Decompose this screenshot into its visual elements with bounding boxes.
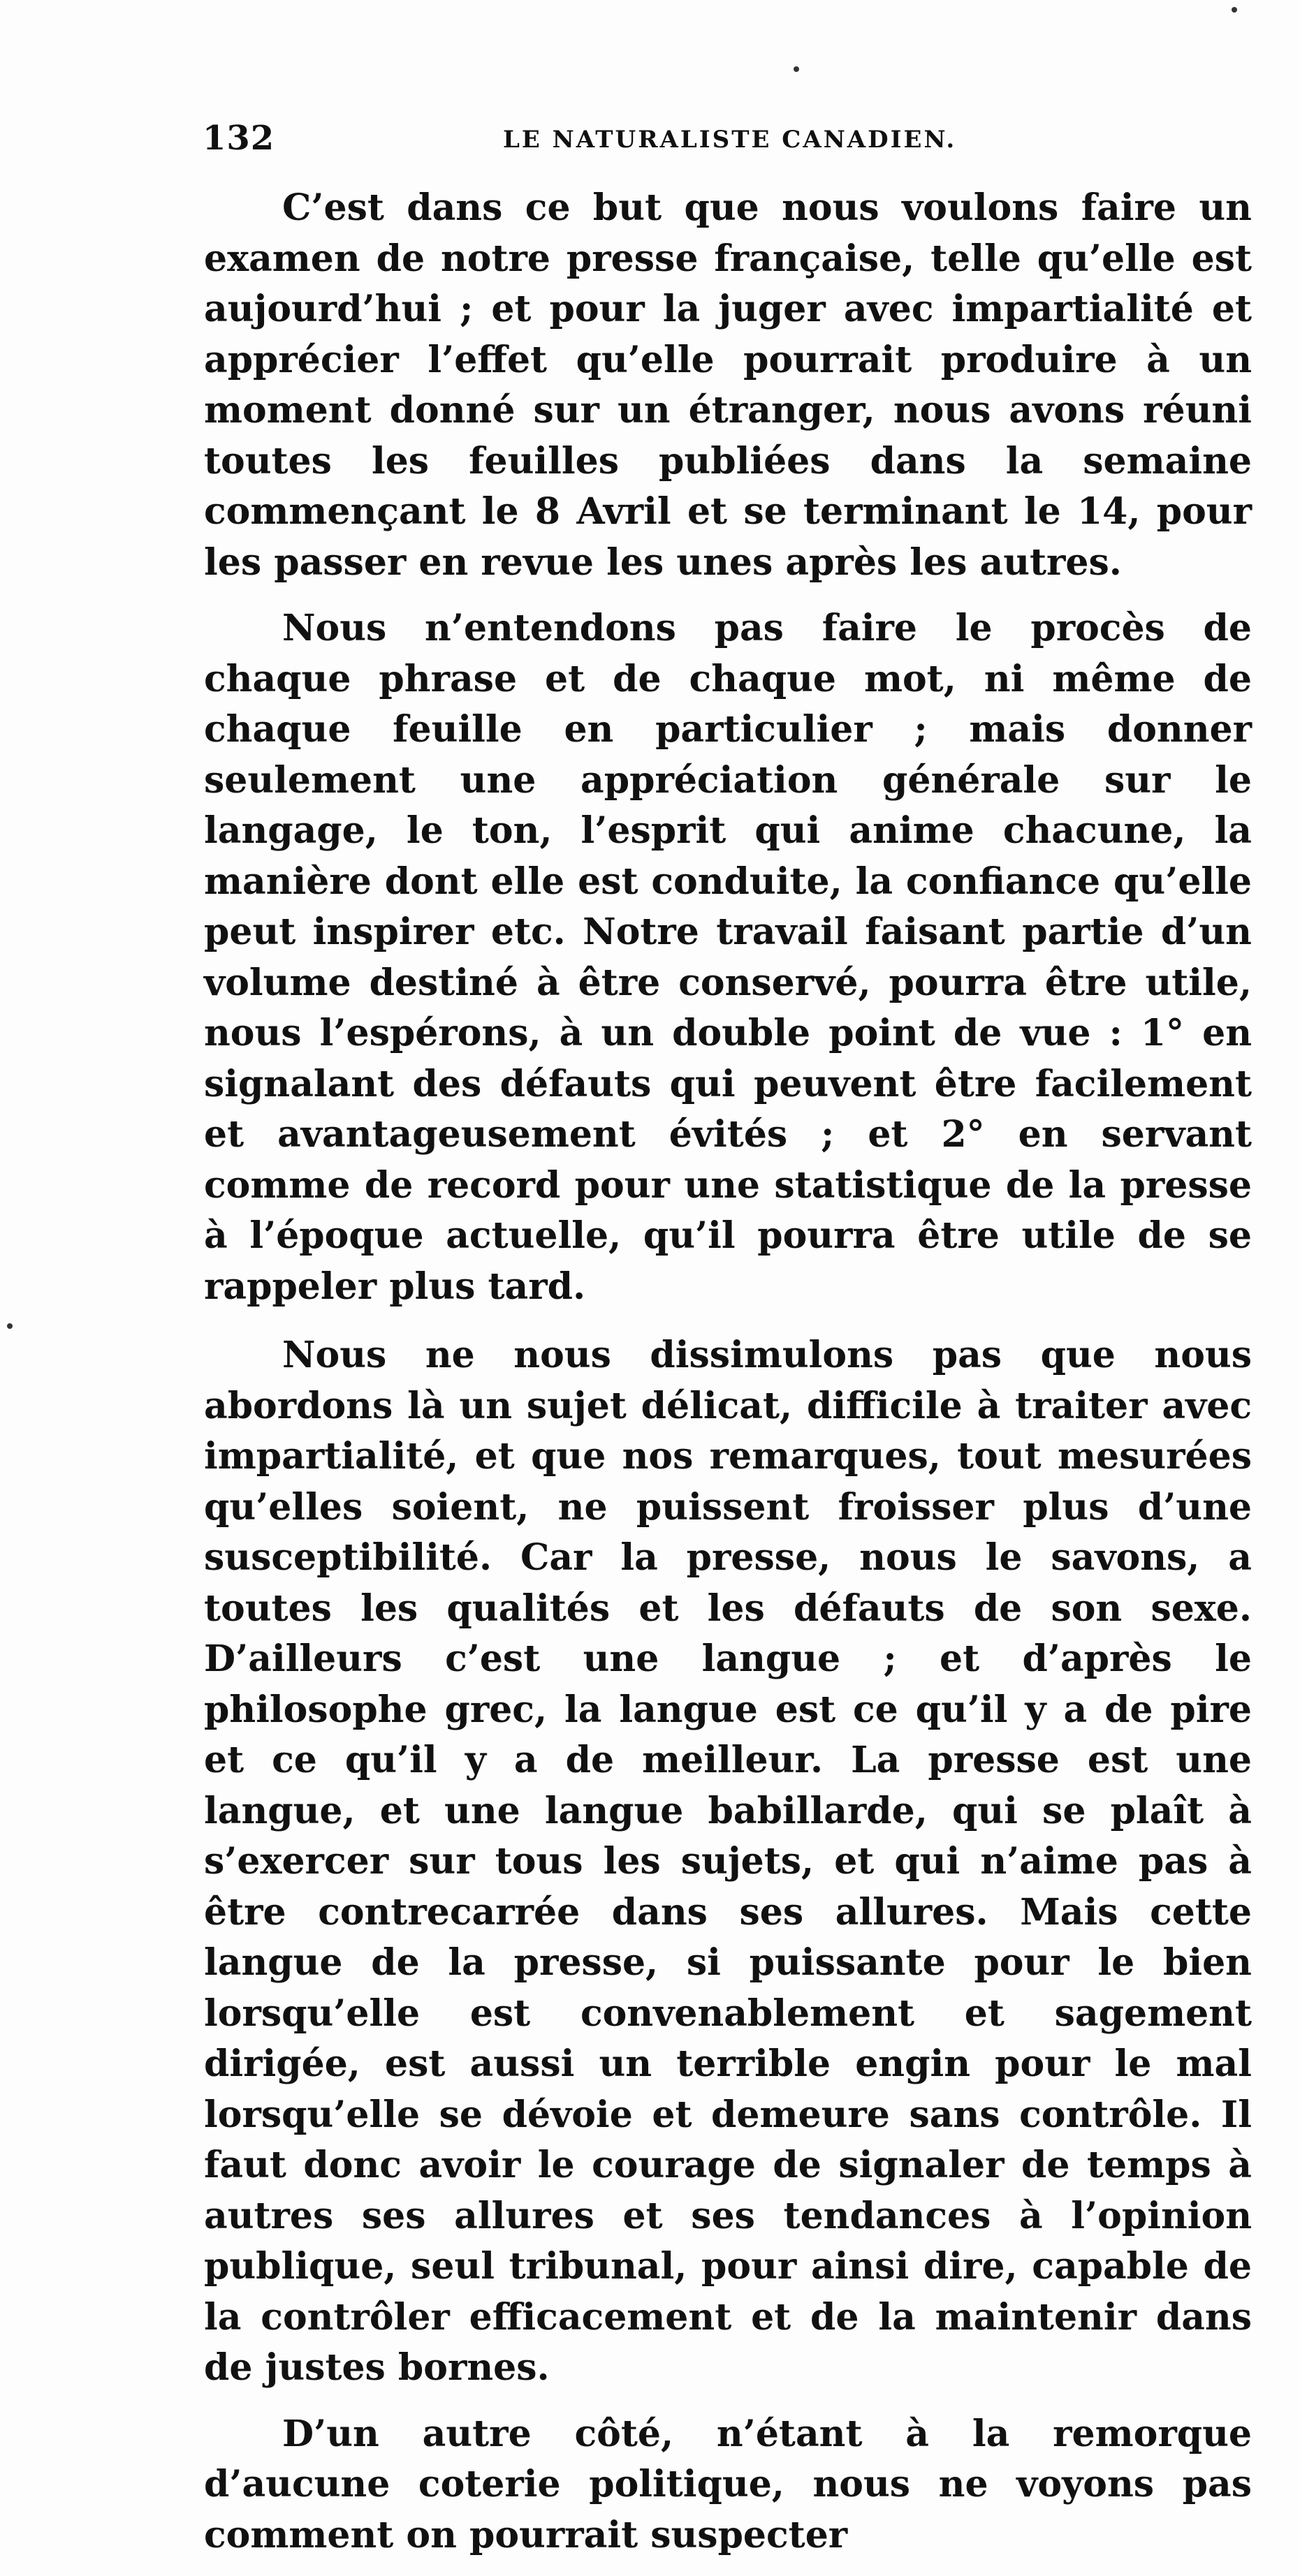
paragraph: D’un autre côté, n’étant à la remorque d’aucune coterie politique, nous ne voyons pas comment on pourrait suspecter bbox=[204, 2412, 1252, 2556]
print-speck bbox=[1232, 7, 1237, 13]
paragraph: Nous n’entendons pas faire le procès de chaque phrase et de chaque mot, ni même de chaque feuille en particulier ; mais donner seulement une appréciation générale sur le langage, le ton, l’esprit qui anime chacune, la manière dont elle est conduite, la confiance qu’elle peut inspirer etc. Notre travail faisant partie d’un volume destiné à être conservé, pourra être utile, nous l’espérons, à un double point de vue : 1° en signalant des défauts qui peuvent être facilement et avantageusement évités ; et 2° en servant comme de record pour une statistique de la presse à l’époque actuelle, qu’il pourra être utile de se rappeler plus tard. bbox=[204, 607, 1252, 1308]
page-header bbox=[203, 119, 1236, 168]
print-speck bbox=[794, 66, 799, 72]
print-speck bbox=[7, 1323, 13, 1329]
paragraph: Nous ne nous dissimulons pas que nous abordons là un sujet délicat, difficile à traiter avec impartialité, et que nos remarques, tout mesurées qu’elles soient, ne puissent froisser plus d’une susceptibilité. Car la presse, nous le savons, a toutes les qualités et les défauts de son sexe. D’ailleurs c’est une langue ; et d’après le philosophe grec, la langue est ce qu’il y a de pire et ce qu’il y a de meilleur. La presse est une langue, et une langue babillarde, qui se plaît à s’exercer sur tous les sujets, et qui n’aime pas à être contrecarrée dans ses allures. Mais cette langue de la presse, si puissante pour le bien lorsqu’elle est convenablement et sagement dirigée, est aussi un terrible engin pour le mal lorsqu’elle se dévoie et demeure sans contrôle. Il faut donc avoir le courage de signaler de temps à autres ses allures et ses tendances à l’opinion publique, seul tribunal, pour ainsi dire, capable de la contrôler efficacement et de la maintenir dans de justes bornes. bbox=[204, 1334, 1252, 2389]
running-head: LE NATURALISTE CANADIEN. bbox=[503, 126, 957, 154]
paragraph: C’est dans ce but que nous voulons faire un examen de notre presse française, telle qu’elle est aujourd’hui ; et pour la juger avec impartialité et apprécier l’effet qu’elle pourrait produire à un moment donné sur un étranger, nous avons réuni toutes les feuilles publiées dans la semaine commençant le 8 Avril et se terminant le 14, pour les passer en revue les unes après les autres. bbox=[204, 186, 1252, 584]
page-number: 132 bbox=[203, 119, 275, 158]
page-body bbox=[204, 183, 1252, 2576]
